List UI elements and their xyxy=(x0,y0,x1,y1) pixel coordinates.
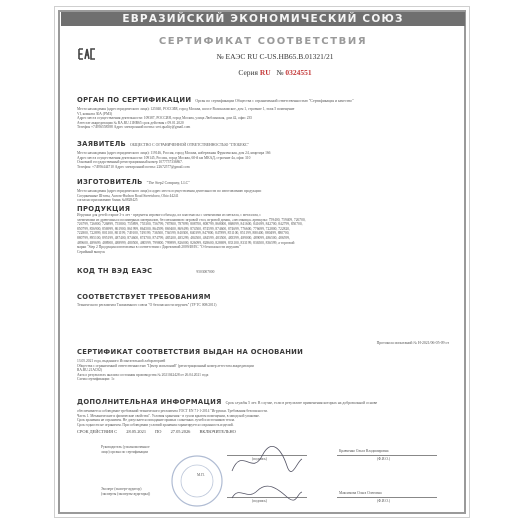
head-name-caption: (Ф.И.О.) xyxy=(377,457,391,461)
requirements-section xyxy=(77,293,449,308)
manufacturer-line: Соединенные Штаты, Aurora-Hudson Road Streetsboro, Ohio 44241 xyxy=(77,193,179,198)
additional-info-line: Срок годности не ограничен. При соблюдении условий хранения гарантируется сохранность изделий. xyxy=(77,422,234,427)
validity-to: 27.05.2026 xyxy=(170,429,191,434)
manufacturer-section xyxy=(77,171,449,203)
registration-number: № ЕАЭС RU С-US.НВ65.В.01321/21 xyxy=(216,52,334,61)
basis-line: Общества с ограниченной ответственностью "Центр испытаний" (регистрационный номер аттестата аккредитации xyxy=(77,363,254,368)
validity-prefix: СРОК ДЕЙСТВИЯ С xyxy=(77,429,118,434)
series-label: Серия xyxy=(238,68,258,77)
official-stamp xyxy=(169,453,225,509)
applicant-line: Телефон: +74956444710 Адрес электронной почты: 22672577@gmail.com xyxy=(77,164,190,169)
head-label-1: Руководитель (уполномоченное xyxy=(101,445,150,449)
product-section xyxy=(77,205,449,254)
product-line: 726799, 726800, 726899, 755800, 755899, 755300, 756799, 787800, 787899, 808700, 808799, 868000, 868099, 841600, 841699, 842700, 842799, 850700, xyxy=(77,222,303,227)
organ-text: Орган по сертификации Общества с ограниченной ответственностью "Сертификация и качество" xyxy=(195,99,354,103)
head-label-2: лицо) органа по сертификации xyxy=(101,450,149,454)
validity-line xyxy=(77,429,449,434)
code-section xyxy=(77,260,449,278)
applicant-line: Основной государственный регистрационный номер 1077757336867. xyxy=(77,160,183,165)
product-serial: Серийный выпуск xyxy=(77,249,106,254)
expert-name: Максимова Ольга Олеговна xyxy=(339,491,382,495)
requirements-heading: СООТВЕТСТВУЕТ ТРЕБОВАНИЯМ xyxy=(77,293,211,301)
certificate-sheet xyxy=(54,6,470,518)
manufacturer-line: Место нахождения (адрес юридического лица) и адрес места осуществления деятельности по изготовлению продукции: xyxy=(77,189,262,193)
product-heading: ПРОДУКЦИЯ xyxy=(77,205,131,213)
head-name: Кравченко Ольга Владимировна xyxy=(339,449,389,453)
code-heading: КОД ТН ВЭД ЕАЭС xyxy=(77,267,153,275)
product-line: 489600, 489699, 488900, 488999, 480500, 480599, 799800, 799899, 826000, 826099, 828600, 828699, 833100, 833199, 836500, 836599, а торговой xyxy=(77,240,295,245)
basis-line: RA.RU.21АС82) xyxy=(77,368,102,373)
manufacturer-text: "The Step2 Company, LLC" xyxy=(146,181,190,185)
product-line: элементами из древесины и полимерных материалов, без механизмов: игровой стол, игровой домик, «песочница» артикулы: 759400, 759409, 726700, xyxy=(77,217,306,222)
applicant-line: Адрес места осуществления деятельности: 109145, Россия, город Москва, 60-й км МКАД, строение 4а, офис 310 xyxy=(77,155,251,160)
basis-line: Схема сертификации: 1с xyxy=(77,377,115,382)
organ-line: VI, комната 30А (РМЗ) xyxy=(77,111,113,116)
additional-info-section xyxy=(77,391,449,427)
eac-logo xyxy=(77,45,97,67)
additional-info-line: обеспечивается соблюдение требований технического регламента ГОСТ EN 71-1-2014 "Игрушки. Требования безопасности. xyxy=(77,409,268,413)
organ-line: Телефон +74956558588 Адрес электронной почты: sert.quality@gmail.com xyxy=(77,125,191,130)
product-line: 722800, 722899, 801100, 801199, 749100, 749199, 736500, 736599, 840300, 840399, 847800, 847899, 851100, 851199, 880400, 880499, 880700, xyxy=(77,231,290,236)
additional-info-heading: ДОПОЛНИТЕЛЬНАЯ ИНФОРМАЦИЯ xyxy=(77,398,222,406)
product-line: марки "Step 2 Продукция изготовлена в соответствии с Директивой 2009/48/ЕС "О безопасности игрушек" xyxy=(77,245,241,250)
additional-info-line: Часть 1. Механические и физические свойства". Условия хранения - в сухом крытом помещении, в заводской упаковке. xyxy=(77,413,260,418)
organ-heading: ОРГАН ПО СЕРТИФИКАЦИИ xyxy=(77,96,192,104)
applicant-text: ОБЩЕСТВО С ОГРАНИЧЕННОЙ ОТВЕТСТВЕННОСТЬЮ "ГЛОБЕКС" xyxy=(130,143,250,147)
organ-line: Место нахождения (адрес юридического лица): 125040, РОССИЯ, город Москва, шоссе Волоколамское, дом 1, строение 1, этаж 5 помещение xyxy=(77,107,295,111)
number-prefix: № xyxy=(276,68,284,77)
head-sig-caption: (подпись) xyxy=(252,457,267,461)
product-line: 880799, 895100, 895199, 487400, 874600, 874700, 874799, 485200, 485299, 484500, 484599, 483500, 483599, 489000, 489099, 486500, 486599, xyxy=(77,235,290,240)
expert-label-1: Эксперт (эксперт-аудитор) xyxy=(101,487,142,491)
basis-heading: СЕРТИФИКАТ СООТВЕТСТВИЯ ВЫДАН НА ОСНОВАНИИ xyxy=(77,348,304,356)
basis-line: 13.05.2021 года, выданного Испытательной лабораторией xyxy=(77,359,166,363)
additional-info-text: Срок службы 5 лет. В случае, если в результате применения которых на добровольной основе xyxy=(225,401,378,405)
organ-line: Аттестат аккредитации № RA.RU.11НВ65 срок действия с 09.01.2020 xyxy=(77,120,184,125)
manufacturer-line: согласно приложению бланк №0828425 xyxy=(77,198,138,203)
series-line xyxy=(145,68,405,77)
validity-suffix: ВКЛЮЧИТЕЛЬНО xyxy=(199,429,236,434)
head-name-line xyxy=(337,455,437,456)
certificate-title: СЕРТИФИКАТ СООТВЕТСТВИЯ xyxy=(158,36,368,47)
code-value: 9503007000 xyxy=(196,270,215,274)
product-line: 850799, 856900, 856999, 861900, 861999, 864500, 864599, 869400, 869499, 874500, 874599, 874600, 874699, 776600, 776699, 722800, 722820, xyxy=(77,226,290,231)
applicant-line: Место нахождения (адрес юридического лица): 119146, Россия, город Москва, набережная Фрунзенская, дом 24, квартира 166 xyxy=(77,151,271,155)
validity-from: 28.05.2021 xyxy=(126,429,147,434)
requirements-text: Технического регламента Таможенного союза "О безопасности игрушек" (ТР ТС 008/2011) xyxy=(77,303,217,307)
signature-block xyxy=(77,443,449,513)
expert-label-2: (эксперты (эксперты-аудиторы)) xyxy=(101,492,151,496)
blank-number: 0324551 xyxy=(285,68,312,77)
head-signature xyxy=(227,441,307,481)
organ-line: Адрес места осуществления деятельности: 109387, РОССИЯ, город Москва, улица Люблинская, дом 42, офис 235 xyxy=(77,116,253,121)
basis-note: Протокола испытаний № Н-2021/06-05-09 от xyxy=(376,341,449,345)
applicant-section xyxy=(77,133,449,169)
product-line: Игрушки для детей старше 3-х лет - предметы игрового обихода, из пластмассы с элементами из металла, с металлом, с xyxy=(77,213,261,217)
series-value: RU xyxy=(259,68,271,77)
additional-info-line: Срок хранения не ограничен. Не допускается попадание прямых солнечных лучей и источников тепла. xyxy=(77,418,235,423)
basis-line: Акта о результатах анализа состояния производства № 2021042428 от 26.04.2021 года xyxy=(77,372,209,377)
applicant-heading: ЗАЯВИТЕЛЬ xyxy=(77,140,126,148)
manufacturer-heading: ИЗГОТОВИТЕЛЬ xyxy=(77,178,143,186)
organ-section xyxy=(77,89,449,130)
basis-section xyxy=(77,341,449,382)
expert-sig-caption: (подпись) xyxy=(252,499,267,503)
stamp-label: М.П. xyxy=(197,473,205,477)
expert-name-line xyxy=(337,497,437,498)
validity-mid: ПО xyxy=(155,429,162,434)
expert-signature xyxy=(227,483,307,503)
union-banner: ЕВРАЗИЙСКИЙ ЭКОНОМИЧЕСКИЙ СОЮЗ xyxy=(61,12,465,26)
expert-name-caption: (Ф.И.О.) xyxy=(377,499,391,503)
